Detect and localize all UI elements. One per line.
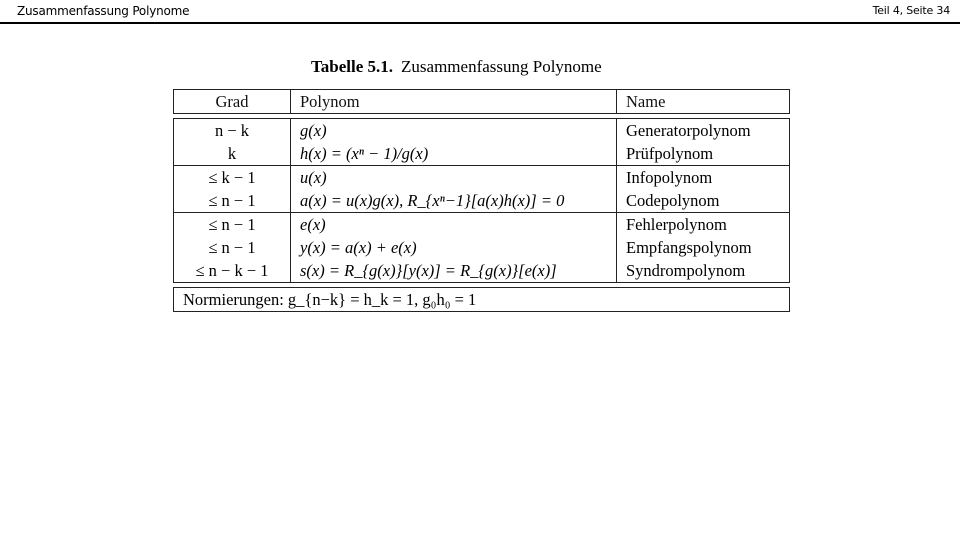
cell-polynom: g(x) [291, 119, 617, 142]
table-row [174, 166, 789, 189]
table-row [174, 119, 789, 142]
header-divider [0, 22, 960, 24]
column-header-polynom: Polynom [291, 90, 617, 113]
cell-polynom: h(x) = (xⁿ − 1)/g(x) [291, 142, 617, 165]
cell-grad: ≤ k − 1 [174, 166, 291, 189]
page-title: Zusammenfassung Polynome [17, 4, 190, 18]
cell-polynom: e(x) [291, 213, 617, 236]
cell-grad: ≤ n − k − 1 [174, 259, 291, 282]
table-row [174, 213, 789, 236]
cell-grad: ≤ n − 1 [174, 236, 291, 259]
cell-name: Syndrompolynom [626, 261, 746, 280]
normierungen-box [173, 287, 790, 312]
table-header [173, 89, 790, 114]
normierungen-text: Normierungen: g_{n−k} = h_k = 1, g₀h₀ = 1 [183, 290, 477, 309]
cell-grad: k [174, 142, 291, 165]
cell-polynom: y(x) = a(x) + e(x) [291, 236, 617, 259]
table-caption-title: Zusammenfassung Polynome [401, 57, 602, 76]
cell-grad: ≤ n − 1 [174, 213, 291, 236]
table-row [174, 189, 789, 212]
cell-name: Prüfpolynom [626, 144, 714, 163]
page-number: Teil 4, Seite 34 [872, 4, 950, 17]
cell-name: Empfangspolynom [626, 238, 752, 257]
cell-grad: n − k [174, 119, 291, 142]
table-row [174, 259, 789, 282]
column-header-grad: Grad [174, 90, 291, 113]
column-header-name: Name [626, 92, 666, 111]
cell-name: Codepolynom [626, 191, 720, 210]
cell-grad: ≤ n − 1 [174, 189, 291, 212]
table-row [174, 142, 789, 165]
cell-name: Infopolynom [626, 168, 713, 187]
cell-polynom: s(x) = R_{g(x)}[y(x)] = R_{g(x)}[e(x)] [291, 259, 617, 282]
cell-polynom: u(x) [291, 166, 617, 189]
cell-name: Generatorpolynom [626, 121, 751, 140]
cell-polynom: a(x) = u(x)g(x), R_{xⁿ−1}[a(x)h(x)] = 0 [291, 189, 617, 212]
polynom-table [173, 89, 790, 312]
table-header-row [174, 90, 789, 113]
table-row [174, 236, 789, 259]
table-caption [311, 57, 602, 77]
cell-name: Fehlerpolynom [626, 215, 727, 234]
table-caption-label: Tabelle 5.1. [311, 57, 394, 76]
table-body [173, 118, 790, 283]
